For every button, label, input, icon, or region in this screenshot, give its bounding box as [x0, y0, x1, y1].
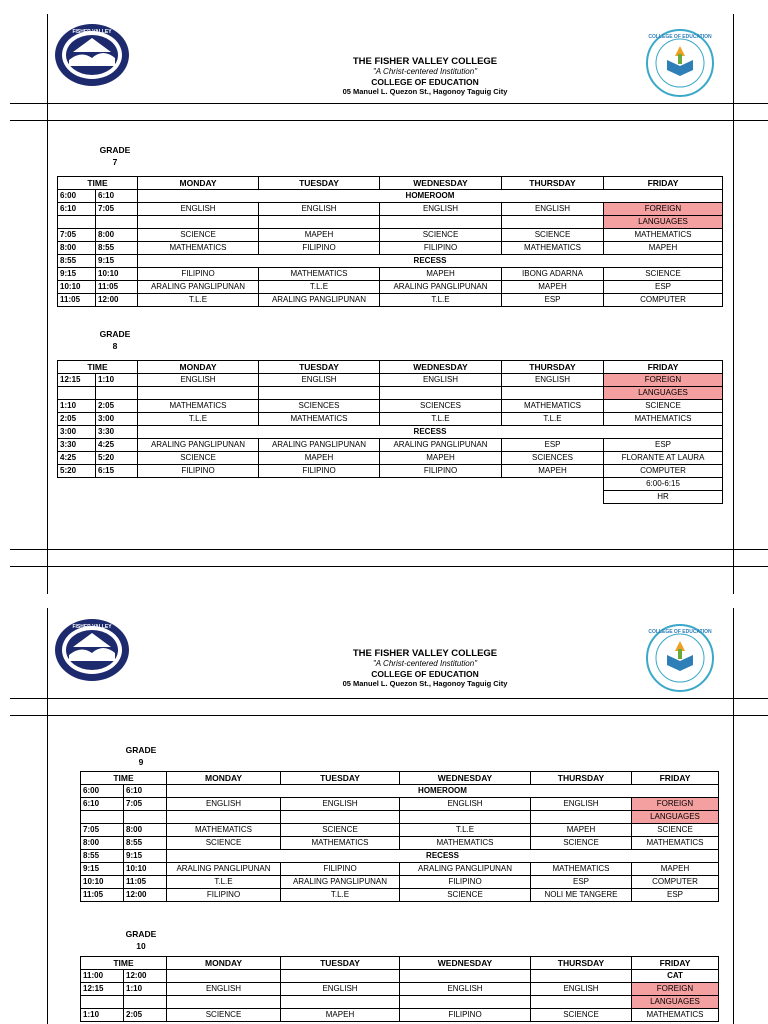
table-row — [81, 996, 719, 1009]
subject-cell: FILIPINO — [259, 242, 380, 255]
table-row — [58, 294, 723, 307]
margin-line-right — [733, 608, 734, 1024]
subject-cell: ENGLISH — [400, 798, 531, 811]
subject-cell: MAPEH — [380, 452, 502, 465]
table-row — [58, 268, 723, 281]
end-time-cell: 12:00 — [124, 889, 167, 902]
table-row — [58, 491, 723, 504]
end-time-cell: 2:05 — [96, 400, 138, 413]
subject-cell — [259, 216, 380, 229]
column-header-monday: MONDAY — [138, 361, 259, 374]
subject-cell: MATHEMATICS — [604, 413, 723, 426]
start-time-cell: 9:15 — [58, 268, 96, 281]
subject-cell — [281, 970, 400, 983]
start-time-cell: 8:55 — [58, 255, 96, 268]
column-header-wednesday: WEDNESDAY — [400, 772, 531, 785]
end-time-cell: 9:15 — [96, 255, 138, 268]
subject-cell: MATHEMATICS — [400, 837, 531, 850]
end-time-cell: 12:00 — [124, 970, 167, 983]
subject-cell — [531, 811, 632, 824]
subject-cell: MAPEH — [259, 452, 380, 465]
subject-cell: MATHEMATICS — [259, 413, 380, 426]
subject-cell: ENGLISH — [502, 374, 604, 387]
end-time-cell: 8:00 — [124, 824, 167, 837]
subject-cell: MAPEH — [281, 1009, 400, 1022]
subject-cell: MAPEH — [502, 465, 604, 478]
subject-cell: MATHEMATICS — [167, 824, 281, 837]
subject-cell: T.L.E — [400, 824, 531, 837]
column-header-thursday: THURSDAY — [531, 772, 632, 785]
grade-number: 9 — [138, 757, 144, 767]
start-time-cell — [58, 387, 96, 400]
table-row — [58, 229, 723, 242]
subject-cell: T.L.E — [380, 294, 502, 307]
subject-cell: ENGLISH — [400, 983, 531, 996]
grade-9-label — [116, 744, 166, 768]
subject-cell: ESP — [632, 889, 719, 902]
subject-cell — [281, 811, 400, 824]
table-row — [58, 413, 723, 426]
college-header — [250, 649, 600, 689]
table-row — [58, 190, 723, 203]
start-time-cell: 1:10 — [81, 1009, 124, 1022]
header-line-top — [10, 698, 768, 699]
subject-cell: ENGLISH — [531, 983, 632, 996]
end-time-cell: 11:05 — [96, 281, 138, 294]
start-time-cell: 3:30 — [58, 439, 96, 452]
end-time-cell — [124, 996, 167, 1009]
subject-cell: NOLI ME TANGERE — [531, 889, 632, 902]
header-line-bottom — [10, 715, 768, 716]
subject-cell: SCIENCES — [380, 400, 502, 413]
grade-10-label — [116, 928, 166, 952]
college-of-education-emblem — [645, 28, 715, 98]
column-header-time: TIME — [81, 772, 167, 785]
start-time-cell — [81, 811, 124, 824]
start-time-cell: 12:15 — [81, 983, 124, 996]
empty-cell — [58, 478, 604, 491]
table-header-row — [81, 772, 719, 785]
table-header-row — [58, 361, 723, 374]
subject-cell: LANGUAGES — [632, 811, 719, 824]
subject-cell: FOREIGN — [632, 798, 719, 811]
table-row — [58, 242, 723, 255]
subject-cell: ARALING PANGLIPUNAN — [259, 439, 380, 452]
subject-cell: ENGLISH — [138, 203, 259, 216]
table-row — [58, 452, 723, 465]
subject-cell — [167, 996, 281, 1009]
subject-cell: LANGUAGES — [604, 216, 723, 229]
start-time-cell: 8:00 — [81, 837, 124, 850]
subject-cell: SCIENCES — [502, 452, 604, 465]
table-row — [58, 400, 723, 413]
subject-cell: ENGLISH — [281, 798, 400, 811]
subject-cell — [138, 216, 259, 229]
end-time-cell: 10:10 — [124, 863, 167, 876]
subject-cell: MAPEH — [604, 242, 723, 255]
table-row — [58, 374, 723, 387]
column-header-thursday: THURSDAY — [531, 957, 632, 970]
subject-cell: ENGLISH — [380, 374, 502, 387]
end-time-cell: 8:55 — [96, 242, 138, 255]
start-time-cell: 12:15 — [58, 374, 96, 387]
column-header-wednesday: WEDNESDAY — [400, 957, 531, 970]
start-time-cell: 7:05 — [81, 824, 124, 837]
subject-cell: T.L.E — [138, 413, 259, 426]
start-time-cell: 1:10 — [58, 400, 96, 413]
start-time-cell: 8:55 — [81, 850, 124, 863]
subject-cell — [167, 970, 281, 983]
footer-line-top — [10, 549, 768, 550]
block-label-cell: HOMEROOM — [167, 785, 719, 798]
subject-cell: MATHEMATICS — [632, 1009, 719, 1022]
start-time-cell: 9:15 — [81, 863, 124, 876]
subject-cell: MATHEMATICS — [604, 229, 723, 242]
margin-line-left — [47, 608, 48, 1024]
subject-cell — [138, 387, 259, 400]
subject-cell: CAT — [632, 970, 719, 983]
subject-cell: ESP — [604, 439, 723, 452]
start-time-cell: 11:00 — [81, 970, 124, 983]
subject-cell: LANGUAGES — [604, 387, 723, 400]
table-row — [81, 850, 719, 863]
grade-number: 7 — [112, 157, 118, 167]
subject-cell: ARALING PANGLIPUNAN — [138, 281, 259, 294]
table-row — [58, 478, 723, 491]
subject-cell: SCIENCE — [400, 889, 531, 902]
document-page-2 — [0, 605, 768, 1024]
grade-7-schedule-table — [57, 176, 723, 307]
subject-cell: FOREIGN — [604, 374, 723, 387]
subject-cell: MATHEMATICS — [502, 400, 604, 413]
subject-cell: SCIENCE — [380, 229, 502, 242]
end-time-cell: 7:05 — [124, 798, 167, 811]
end-time-cell: 6:10 — [96, 190, 138, 203]
table-row — [58, 439, 723, 452]
end-time-cell: 4:25 — [96, 439, 138, 452]
svg-text:COLLEGE OF EDUCATION: COLLEGE OF EDUCATION — [648, 34, 712, 40]
grade-7-label — [90, 144, 140, 168]
subject-cell — [531, 996, 632, 1009]
subject-cell: ARALING PANGLIPUNAN — [281, 876, 400, 889]
start-time-cell: 4:25 — [58, 452, 96, 465]
table-row — [58, 203, 723, 216]
subject-cell: ARALING PANGLIPUNAN — [259, 294, 380, 307]
end-time-cell — [96, 387, 138, 400]
table-row — [58, 255, 723, 268]
subject-cell — [259, 387, 380, 400]
subject-cell: T.L.E — [281, 889, 400, 902]
start-time-cell: 3:00 — [58, 426, 96, 439]
subject-cell: SCIENCE — [502, 229, 604, 242]
subject-cell: FOREIGN — [604, 203, 723, 216]
subject-cell: FILIPINO — [400, 876, 531, 889]
subject-cell: ESP — [502, 294, 604, 307]
end-time-cell — [124, 811, 167, 824]
grade-9-schedule-table — [80, 771, 719, 902]
start-time-cell: 10:10 — [58, 281, 96, 294]
college-header — [250, 57, 600, 97]
subject-cell: MAPEH — [502, 281, 604, 294]
subject-cell — [281, 996, 400, 1009]
end-time-cell: 8:55 — [124, 837, 167, 850]
grade-8-schedule-table — [57, 360, 723, 504]
end-time-cell: 6:10 — [124, 785, 167, 798]
college-seal-logo — [53, 22, 131, 88]
subject-cell: FILIPINO — [138, 268, 259, 281]
subject-cell: ESP — [502, 439, 604, 452]
subject-cell — [400, 996, 531, 1009]
subject-cell: MATHEMATICS — [259, 268, 380, 281]
grade-label-text: GRADE — [99, 145, 131, 155]
end-time-cell: 5:20 — [96, 452, 138, 465]
subject-cell: ENGLISH — [259, 203, 380, 216]
header-line-top — [10, 103, 768, 104]
note-cell: HR — [604, 491, 723, 504]
block-label-cell: RECESS — [167, 850, 719, 863]
column-header-monday: MONDAY — [167, 957, 281, 970]
subject-cell: COMPUTER — [604, 294, 723, 307]
subject-cell: FILIPINO — [380, 242, 502, 255]
start-time-cell: 5:20 — [58, 465, 96, 478]
subject-cell: ARALING PANGLIPUNAN — [167, 863, 281, 876]
subject-cell: SCIENCE — [167, 1009, 281, 1022]
column-header-time: TIME — [58, 177, 138, 190]
subject-cell: SCIENCE — [281, 824, 400, 837]
column-header-tuesday: TUESDAY — [281, 772, 400, 785]
start-time-cell: 7:05 — [58, 229, 96, 242]
subject-cell: FILIPINO — [259, 465, 380, 478]
start-time-cell: 6:10 — [58, 203, 96, 216]
subject-cell: MAPEH — [531, 824, 632, 837]
svg-text:COLLEGE OF EDUCATION: COLLEGE OF EDUCATION — [648, 629, 712, 635]
subject-cell — [400, 970, 531, 983]
subject-cell: SCIENCE — [531, 1009, 632, 1022]
note-cell: 6:00-6:15 — [604, 478, 723, 491]
svg-text:FISHER VALLEY: FISHER VALLEY — [72, 29, 112, 35]
subject-cell: MATHEMATICS — [502, 242, 604, 255]
start-time-cell: 10:10 — [81, 876, 124, 889]
table-row — [81, 1009, 719, 1022]
college-of-education-emblem — [645, 623, 715, 693]
end-time-cell: 3:30 — [96, 426, 138, 439]
column-header-time: TIME — [58, 361, 138, 374]
grade-label-text: GRADE — [125, 929, 157, 939]
column-header-monday: MONDAY — [138, 177, 259, 190]
subject-cell: MATHEMATICS — [531, 863, 632, 876]
subject-cell: FILIPINO — [138, 465, 259, 478]
college-motto: "A Christ-centered Institution" — [372, 659, 478, 668]
subject-cell: ARALING PANGLIPUNAN — [380, 281, 502, 294]
subject-cell: COMPUTER — [632, 876, 719, 889]
table-row — [58, 281, 723, 294]
subject-cell: ENGLISH — [259, 374, 380, 387]
subject-cell — [167, 811, 281, 824]
start-time-cell: 11:05 — [81, 889, 124, 902]
table-header-row — [58, 177, 723, 190]
subject-cell: FILIPINO — [167, 889, 281, 902]
table-row — [81, 876, 719, 889]
header-line-bottom — [10, 120, 768, 121]
table-row — [81, 824, 719, 837]
table-row — [81, 785, 719, 798]
column-header-friday: FRIDAY — [604, 361, 723, 374]
end-time-cell: 9:15 — [124, 850, 167, 863]
subject-cell: LANGUAGES — [632, 996, 719, 1009]
subject-cell: SCIENCE — [604, 400, 723, 413]
subject-cell — [502, 387, 604, 400]
start-time-cell — [58, 216, 96, 229]
end-time-cell: 6:15 — [96, 465, 138, 478]
grade-number: 8 — [112, 341, 118, 351]
start-time-cell — [81, 996, 124, 1009]
column-header-time: TIME — [81, 957, 167, 970]
empty-cell — [58, 491, 604, 504]
table-row — [81, 811, 719, 824]
column-header-wednesday: WEDNESDAY — [380, 177, 502, 190]
subject-cell: ENGLISH — [380, 203, 502, 216]
end-time-cell: 3:00 — [96, 413, 138, 426]
start-time-cell: 11:05 — [58, 294, 96, 307]
table-row — [58, 387, 723, 400]
subject-cell: MATHEMATICS — [138, 400, 259, 413]
college-motto: "A Christ-centered Institution" — [372, 67, 478, 76]
table-row — [58, 426, 723, 439]
subject-cell: ENGLISH — [138, 374, 259, 387]
subject-cell: ESP — [604, 281, 723, 294]
column-header-thursday: THURSDAY — [502, 361, 604, 374]
column-header-friday: FRIDAY — [604, 177, 723, 190]
subject-cell: ENGLISH — [167, 798, 281, 811]
subject-cell: FLORANTE AT LAURA — [604, 452, 723, 465]
column-header-thursday: THURSDAY — [502, 177, 604, 190]
start-time-cell: 2:05 — [58, 413, 96, 426]
subject-cell — [400, 811, 531, 824]
end-time-cell: 12:00 — [96, 294, 138, 307]
subject-cell: SCIENCE — [167, 837, 281, 850]
grade-label-text: GRADE — [125, 745, 157, 755]
table-row — [58, 465, 723, 478]
footer-line-bottom — [10, 566, 768, 567]
subject-cell: ARALING PANGLIPUNAN — [380, 439, 502, 452]
svg-text:FISHER VALLEY: FISHER VALLEY — [72, 624, 112, 630]
subject-cell: COMPUTER — [604, 465, 723, 478]
end-time-cell: 8:00 — [96, 229, 138, 242]
subject-cell: ENGLISH — [502, 203, 604, 216]
margin-line-right — [733, 14, 734, 594]
table-row — [81, 970, 719, 983]
subject-cell: SCIENCES — [259, 400, 380, 413]
end-time-cell: 7:05 — [96, 203, 138, 216]
column-header-friday: FRIDAY — [632, 772, 719, 785]
start-time-cell: 6:10 — [81, 798, 124, 811]
subject-cell: T.L.E — [259, 281, 380, 294]
margin-line-left — [47, 14, 48, 594]
block-label-cell: RECESS — [138, 255, 723, 268]
subject-cell: MAPEH — [632, 863, 719, 876]
grade-8-label — [90, 328, 140, 352]
start-time-cell: 8:00 — [58, 242, 96, 255]
table-row — [81, 837, 719, 850]
subject-cell: SCIENCE — [138, 452, 259, 465]
start-time-cell: 6:00 — [81, 785, 124, 798]
subject-cell: ARALING PANGLIPUNAN — [400, 863, 531, 876]
column-header-monday: MONDAY — [167, 772, 281, 785]
subject-cell: FILIPINO — [400, 1009, 531, 1022]
subject-cell: MAPEH — [259, 229, 380, 242]
subject-cell — [502, 216, 604, 229]
subject-cell: MATHEMATICS — [138, 242, 259, 255]
subject-cell: ENGLISH — [531, 798, 632, 811]
end-time-cell — [96, 216, 138, 229]
subject-cell — [380, 387, 502, 400]
subject-cell: SCIENCE — [531, 837, 632, 850]
subject-cell: SCIENCE — [632, 824, 719, 837]
department-name: COLLEGE OF EDUCATION — [371, 669, 479, 679]
subject-cell: FILIPINO — [281, 863, 400, 876]
subject-cell: MATHEMATICS — [281, 837, 400, 850]
college-address: 05 Manuel L. Quezon St., Hagonoy Taguig City — [342, 87, 508, 96]
block-label-cell: RECESS — [138, 426, 723, 439]
college-address: 05 Manuel L. Quezon St., Hagonoy Taguig City — [342, 679, 508, 688]
subject-cell: T.L.E — [138, 294, 259, 307]
table-header-row — [81, 957, 719, 970]
column-header-tuesday: TUESDAY — [259, 177, 380, 190]
column-header-friday: FRIDAY — [632, 957, 719, 970]
end-time-cell: 2:05 — [124, 1009, 167, 1022]
subject-cell: T.L.E — [167, 876, 281, 889]
start-time-cell: 6:00 — [58, 190, 96, 203]
subject-cell: SCIENCE — [604, 268, 723, 281]
college-seal-logo — [53, 617, 131, 683]
subject-cell: IBONG ADARNA — [502, 268, 604, 281]
table-row — [81, 863, 719, 876]
end-time-cell: 10:10 — [96, 268, 138, 281]
subject-cell: FILIPINO — [380, 465, 502, 478]
subject-cell: ENGLISH — [167, 983, 281, 996]
grade-number: 10 — [136, 941, 146, 951]
subject-cell: ENGLISH — [281, 983, 400, 996]
table-row — [58, 216, 723, 229]
grade-10-schedule-table — [80, 956, 719, 1022]
column-header-wednesday: WEDNESDAY — [380, 361, 502, 374]
grade-label-text: GRADE — [99, 329, 131, 339]
subject-cell — [531, 970, 632, 983]
subject-cell — [380, 216, 502, 229]
subject-cell: MAPEH — [380, 268, 502, 281]
block-label-cell: HOMEROOM — [138, 190, 723, 203]
column-header-tuesday: TUESDAY — [259, 361, 380, 374]
end-time-cell: 1:10 — [124, 983, 167, 996]
table-row — [81, 889, 719, 902]
column-header-tuesday: TUESDAY — [281, 957, 400, 970]
subject-cell: ARALING PANGLIPUNAN — [138, 439, 259, 452]
subject-cell: ESP — [531, 876, 632, 889]
end-time-cell: 1:10 — [96, 374, 138, 387]
college-name: THE FISHER VALLEY COLLEGE — [352, 56, 498, 67]
table-row — [81, 983, 719, 996]
subject-cell: FOREIGN — [632, 983, 719, 996]
table-row — [81, 798, 719, 811]
subject-cell: SCIENCE — [138, 229, 259, 242]
subject-cell: T.L.E — [502, 413, 604, 426]
subject-cell: MATHEMATICS — [632, 837, 719, 850]
end-time-cell: 11:05 — [124, 876, 167, 889]
college-name: THE FISHER VALLEY COLLEGE — [352, 648, 498, 659]
subject-cell: T.L.E — [380, 413, 502, 426]
department-name: COLLEGE OF EDUCATION — [371, 77, 479, 87]
